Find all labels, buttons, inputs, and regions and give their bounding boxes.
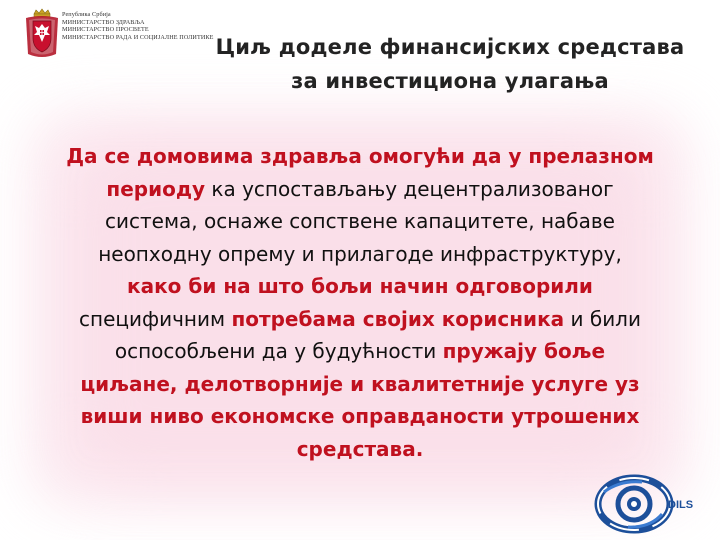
slide-title-line-1: Циљ доделе финансијских средстава — [215, 35, 685, 59]
body-line-7-highlight: пружају боље — [442, 339, 606, 363]
slide-title-line-2: за инвестициона улагања — [291, 69, 609, 93]
body-line-2-text: ка успостављању децентрализованог — [205, 176, 614, 201]
body-line-6-text-b: и били — [564, 306, 641, 331]
body-line-10: средстава. — [296, 436, 424, 461]
body-line-3: система, оснаже сопствене капацитете, набаве — [105, 209, 615, 233]
dils-logo-icon — [590, 470, 700, 534]
coat-of-arms-icon — [22, 8, 62, 60]
slide-title — [190, 30, 710, 98]
body-line-1: Да се домовима здравља омогући да у прелазном — [66, 144, 654, 168]
body-line-6-highlight: потребама својих корисника — [231, 306, 565, 331]
body-line-9: виши ниво економске оправданости утрошених — [80, 404, 640, 428]
body-line-4: неопходну опрему и прилагоде инфраструктуру, — [98, 241, 622, 266]
slide-body — [40, 140, 680, 465]
body-line-5: како би на што бољи начин одговорили — [127, 274, 593, 298]
ministry-line-health: МИНИСТАРСТВО ЗДРАВЉА — [62, 18, 145, 26]
body-line-7-text: оспособљени да у будућности — [114, 339, 443, 363]
dils-logo-text: DILS — [668, 499, 694, 511]
ministry-line-country: Република Србија — [62, 11, 111, 18]
body-line-7 — [40, 335, 680, 368]
body-line-6 — [40, 303, 680, 336]
body-line-6-text-a: специфичним — [79, 306, 232, 331]
body-line-2 — [40, 173, 680, 206]
ministry-line-labour: МИНИСТАРСТВО РАДА И СОЦИЈАЛНЕ ПОЛИТИКЕ — [62, 33, 214, 41]
body-line-8: циљане, делотворније и квалитетније услуге уз — [80, 371, 640, 396]
body-line-2-highlight: периоду — [106, 176, 206, 201]
ministry-line-education: МИНИСТАРСТВО ПРОСВЕТЕ — [62, 26, 149, 34]
